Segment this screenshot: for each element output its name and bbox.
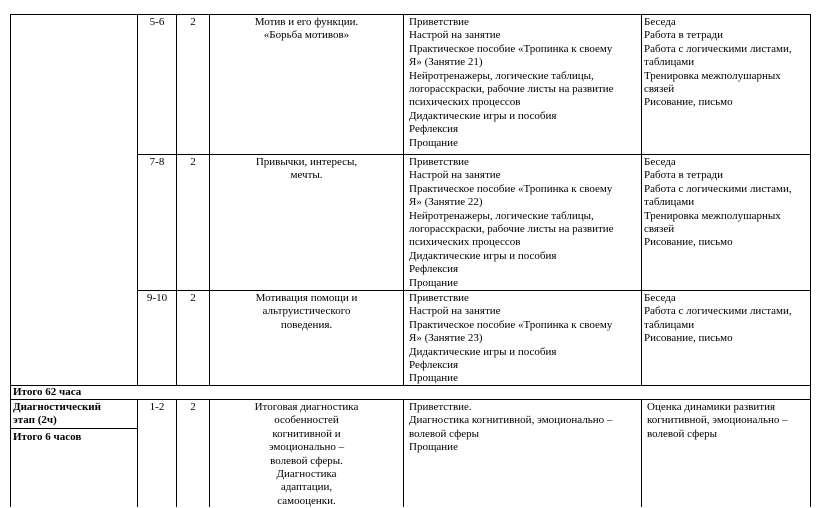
row-divider-stage-total [10,428,137,429]
row-divider-diagnostic [10,399,811,400]
row-1-number: 5-6 [149,16,165,28]
col-border-4b [403,399,404,507]
row-2-content: Приветствие Настрой на занятие Практическое пособие «Тропинка к своему Я» (Занятие 22) Нейротренажеры, логические таблицы, логорасскраски, рабочие листы на развитие психических процессов Дидактические игры и пособия Рефлексия Прощание [409,156,614,289]
col-border-1b [137,399,138,507]
diagnostic-forms: Оценка динамики развития когнитивной, эмоционально – волевой сферы [647,401,788,440]
diagnostic-topic: Итоговая диагностика особенностей когнитивной и эмоционально – волевой сферы. Диагностика адаптации, самооценки. [254,401,359,507]
diagnostic-total: Итого 6 часов [13,431,82,443]
row-divider-1 [137,154,811,155]
diagnostic-content: Приветствие. Диагностика когнитивной, эмоционально – волевой сферы Прощание [409,401,613,454]
col-border-2b [176,399,177,507]
diagnostic-hours: 2 [190,401,196,413]
row-2-hours: 2 [190,156,196,168]
row-3-content: Приветствие Настрой на занятие Практическое пособие «Тропинка к своему Я» (Занятие 23) Дидактические игры и пособия Рефлексия Прощание [409,292,613,385]
diagnostic-stage: Диагностический этап (2ч) [13,401,101,427]
row-1-content: Приветствие Настрой на занятие Практическое пособие «Тропинка к своему Я» (Занятие 21) Нейротренажеры, логические таблицы, логорасскраски, рабочие листы на развитие психических процессов Дидактические игры и пособия Рефлексия Прощание [409,16,614,149]
col-border-2 [176,14,177,385]
col-border-5b [641,399,642,507]
diagnostic-number: 1-2 [149,401,165,413]
row-2-number: 7-8 [149,156,165,168]
row-3-forms: Беседа Работа с логическими листами, таблицами Рисование, письмо [644,292,792,345]
col-border-5 [641,14,642,385]
row-3-number: 9-10 [146,292,168,304]
row-1-hours: 2 [190,16,196,28]
col-border-left [10,14,11,507]
row-2-topic: Привычки, интересы, мечты. [255,156,358,182]
row-1-topic: Мотив и его функции. «Борьба мотивов» [254,16,359,42]
row-2-forms: Беседа Работа в тетради Работа с логическими листами, таблицами Тренировка межполушарных связей Рисование, письмо [644,156,792,249]
row-divider-2 [137,290,811,291]
table-top-border [10,14,811,15]
row-3-topic: Мотивация помощи и альтруистического поведения. [255,292,358,331]
col-border-right [810,14,811,507]
row-1-forms: Беседа Работа в тетради Работа с логическими листами, таблицами Тренировка межполушарных связей Рисование, письмо [644,16,792,109]
col-border-4 [403,14,404,385]
total-62-hours: Итого 62 часа [13,386,82,398]
col-border-1 [137,14,138,385]
row-3-hours: 2 [190,292,196,304]
